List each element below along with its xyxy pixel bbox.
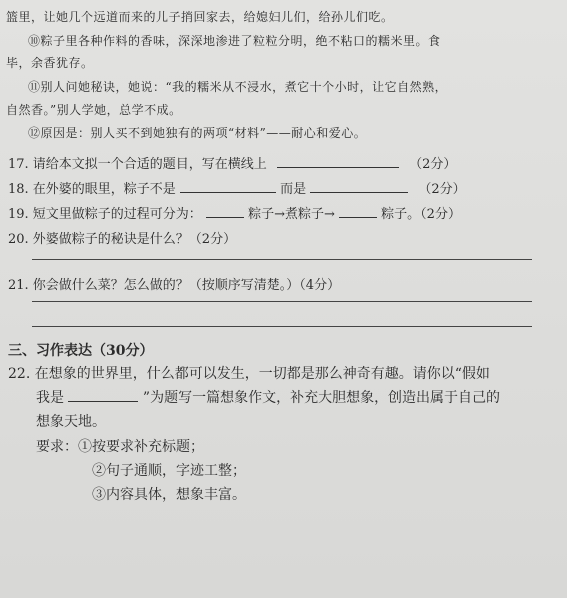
passage-para-10-line1: ⑩粽子里各种作料的香味，深深地渗进了粒粒分明，绝不粘口的糯米里。食 [28, 34, 441, 48]
question-22-text-a: 我是 [36, 390, 64, 406]
section-3-title: 三、习作表达（30分） [8, 343, 154, 359]
question-22-title-blank[interactable] [68, 387, 138, 402]
passage-line-top: 篮里，让她几个远道而来的儿子捎回家去，给媳妇儿们，给孙儿们吃。 [6, 10, 394, 24]
question-21: 21. 你会做什么菜？怎么做的？（按顺序写清楚。）（4分） [8, 278, 341, 293]
question-19-text-b: 粽子→煮粽子→ [248, 207, 335, 222]
passage-para-10-line2: 毕，余香犹存。 [6, 56, 94, 70]
question-22-requirement-2: ②句子通顺，字迹工整； [92, 463, 246, 479]
passage-para-11-line2: 自然香。”别人学她，总学不成。 [6, 103, 182, 117]
question-22-line-1: 22. 在想象的世界里，什么都可以发生，一切都是那么神奇有趣。请你以“假如 [8, 366, 490, 382]
question-20-answer-line[interactable] [32, 259, 532, 260]
question-18-text-b: 而是 [280, 182, 307, 197]
question-18-score: （2分） [418, 182, 466, 197]
question-20: 20. 外婆做粽子的秘诀是什么？（2分） [8, 232, 237, 247]
question-22-requirement-3: ③内容具体，想象丰富。 [92, 487, 246, 503]
question-19-text-c: 粽子。（2分） [381, 207, 461, 222]
question-17 [8, 153, 456, 172]
question-21-answer-line-1[interactable] [32, 301, 532, 302]
question-19-text-a: 19. 短文里做粽子的过程可分为： [8, 207, 202, 222]
question-17-answer-blank[interactable] [277, 155, 399, 168]
question-22-line-2 [36, 387, 500, 407]
question-22-line-3: 想象天地。 [36, 414, 106, 430]
question-18-blank-1[interactable] [180, 180, 276, 193]
question-17-score: （2分） [409, 157, 457, 172]
question-22-text-b: ”为题写一篇想象作文，补充大胆想象，创造出属于自己的 [142, 390, 501, 406]
question-18-text-a: 18. 在外婆的眼里，粽子不是 [8, 182, 176, 197]
question-17-text: 17. 请给本文拟一个合适的题目，写在横线上 [8, 157, 267, 172]
passage-para-12: ⑫原因是：别人买不到她独有的两项“材料”——耐心和爱心。 [28, 126, 367, 140]
question-18-blank-2[interactable] [310, 180, 408, 193]
question-19-blank-1[interactable] [206, 205, 244, 218]
passage-para-11-line1: ⑪别人问她秘诀，她说：“我的糯米从不浸水，煮它十个小时，让它自然熟， [28, 80, 448, 94]
question-18 [8, 178, 466, 197]
question-19-blank-2[interactable] [339, 205, 377, 218]
question-19 [8, 203, 461, 222]
question-21-answer-line-2[interactable] [32, 326, 532, 327]
question-22-requirement-1: 要求：①按要求补充标题； [36, 439, 204, 455]
